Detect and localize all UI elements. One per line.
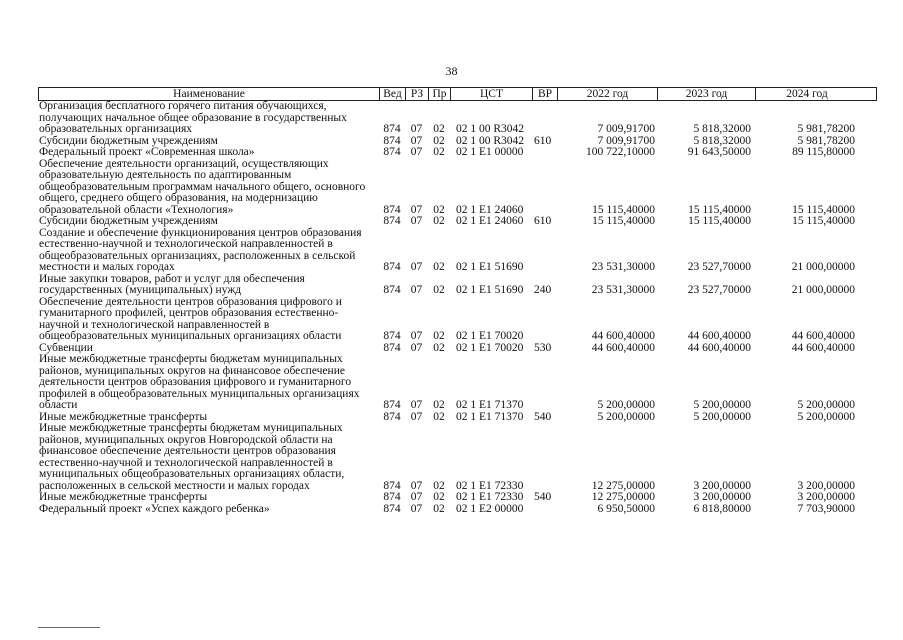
cell-vr: 530 bbox=[534, 341, 552, 354]
cell-y2023: 44 600,40000 bbox=[687, 341, 751, 354]
cell-pr: 02 bbox=[433, 410, 445, 423]
cell-ved: 874 bbox=[383, 134, 401, 147]
cell-ved: 874 bbox=[383, 284, 401, 296]
header-2024: 2024 год bbox=[786, 88, 828, 100]
cell-cst: 02 1 E1 71370 bbox=[456, 410, 524, 423]
cell-y2023: 23 527,70000 bbox=[687, 261, 751, 273]
cell-ved: 874 bbox=[383, 203, 401, 216]
table-row bbox=[38, 101, 878, 136]
cell-pr: 02 bbox=[433, 502, 445, 515]
cell-y2023: 3 200,00000 bbox=[693, 491, 751, 503]
cell-name: Субвенции bbox=[39, 341, 93, 354]
cell-cst: 02 1 E1 72330 bbox=[456, 491, 524, 503]
cell-y2024: 5 981,78200 bbox=[797, 123, 855, 135]
header-cst: ЦСТ bbox=[451, 88, 533, 100]
cell-pr: 02 bbox=[433, 399, 445, 411]
cell-rz: 07 bbox=[410, 479, 423, 492]
header-rz: РЗ bbox=[406, 88, 429, 100]
cell-rz: 07 bbox=[410, 134, 423, 147]
cell-y2022: 12 275,00000 bbox=[591, 491, 655, 503]
header-2023: 2023 год bbox=[658, 88, 756, 100]
cell-pr: 02 bbox=[433, 491, 445, 503]
cell-name: Организация бесплатного горячего питания обучающихся, получающих начальное общее образование в государственных образовательных организациях bbox=[39, 100, 347, 135]
cell-rz: 07 bbox=[410, 215, 423, 227]
table-row bbox=[38, 216, 878, 228]
cell-cst: 02 1 00 R3042 bbox=[456, 134, 525, 147]
cell-cst: 02 1 E1 70020 bbox=[456, 341, 524, 354]
cell-y2023: 3 200,00000 bbox=[693, 479, 751, 492]
cell-cst: 02 1 E1 51690 bbox=[456, 261, 524, 273]
cell-cst: 02 1 E1 24060 bbox=[456, 203, 524, 216]
cell-name: Иные межбюджетные трансферты бюджетам муниципальных районов, муниципальных округов Новгородской области на финансовое обеспечение деятельности центров образования естественно-научной и технологической направленностей в муниципальных общеобразовательных организациях области, расположенных в сельской местности и малых городах bbox=[39, 422, 345, 492]
cell-y2023: 6 818,80000 bbox=[693, 502, 751, 515]
cell-vr: 610 bbox=[534, 215, 552, 227]
cell-cst: 02 1 E1 70020 bbox=[456, 330, 524, 342]
cell-rz: 07 bbox=[410, 341, 423, 354]
cell-rz: 07 bbox=[410, 399, 423, 411]
header-vr: ВР bbox=[533, 88, 558, 100]
cell-cst: 02 1 E1 51690 bbox=[456, 284, 524, 296]
cell-rz: 07 bbox=[410, 284, 423, 296]
cell-cst: 02 1 E1 72330 bbox=[456, 479, 524, 492]
cell-rz: 07 bbox=[410, 146, 423, 158]
cell-y2022: 44 600,40000 bbox=[591, 341, 655, 354]
cell-y2022: 7 009,91700 bbox=[597, 123, 655, 135]
cell-ved: 874 bbox=[383, 146, 401, 158]
cell-y2022: 15 115,40000 bbox=[592, 203, 655, 216]
cell-name: Иные межбюджетные трансферты бюджетам муниципальных районов, муниципальных округов на финансовое обеспечение деятельности центров образования цифрового и гуманитарного профилей в общеобразовательных муниципальных организациях области bbox=[39, 353, 360, 411]
cell-y2022: 6 950,50000 bbox=[597, 502, 655, 515]
cell-name: Субсидии бюджетным учреждениям bbox=[39, 215, 218, 227]
cell-y2023: 15 115,40000 bbox=[688, 203, 751, 216]
cell-y2024: 3 200,00000 bbox=[797, 479, 855, 492]
cell-y2024: 15 115,40000 bbox=[792, 203, 855, 216]
cell-pr: 02 bbox=[433, 146, 445, 158]
cell-y2022: 5 200,00000 bbox=[597, 410, 655, 423]
cell-vr: 540 bbox=[534, 491, 552, 503]
cell-y2023: 5 818,32000 bbox=[693, 123, 751, 135]
cell-name: Федеральный проект «Успех каждого ребенка» bbox=[39, 502, 270, 515]
cell-y2024: 44 600,40000 bbox=[791, 341, 855, 354]
cell-y2024: 5 200,00000 bbox=[797, 399, 855, 411]
cell-rz: 07 bbox=[410, 261, 423, 273]
cell-y2024: 3 200,00000 bbox=[797, 491, 855, 503]
table-row bbox=[38, 274, 878, 297]
cell-y2023: 23 527,70000 bbox=[687, 284, 751, 296]
cell-y2024: 21 000,00000 bbox=[791, 284, 855, 296]
cell-cst: 02 1 E1 71370 bbox=[456, 399, 524, 411]
cell-name: Иные межбюджетные трансферты bbox=[39, 491, 208, 503]
header-pr: Пр bbox=[429, 88, 451, 100]
cell-rz: 07 bbox=[410, 330, 423, 342]
cell-cst: 02 1 00 R3042 bbox=[456, 123, 525, 135]
cell-rz: 07 bbox=[410, 203, 423, 216]
cell-cst: 02 1 E2 00000 bbox=[456, 502, 524, 515]
table-row bbox=[38, 492, 878, 504]
cell-ved: 874 bbox=[383, 399, 401, 411]
cell-ved: 874 bbox=[383, 123, 401, 135]
cell-y2022: 15 115,40000 bbox=[592, 215, 655, 227]
cell-name: Иные межбюджетные трансферты bbox=[39, 410, 208, 423]
cell-y2024: 5 981,78200 bbox=[797, 134, 855, 147]
cell-ved: 874 bbox=[383, 215, 401, 227]
cell-cst: 02 1 E1 00000 bbox=[456, 146, 524, 158]
table-row bbox=[38, 423, 878, 492]
cell-y2023: 5 818,32000 bbox=[693, 134, 751, 147]
cell-y2023: 91 643,50000 bbox=[687, 146, 751, 158]
cell-pr: 02 bbox=[433, 123, 445, 135]
cell-y2023: 15 115,40000 bbox=[688, 215, 751, 227]
cell-y2023: 44 600,40000 bbox=[687, 330, 751, 342]
cell-name: Федеральный проект «Современная школа» bbox=[39, 146, 255, 158]
footer-rule bbox=[38, 627, 100, 628]
header-ved: Вед bbox=[380, 88, 406, 100]
cell-rz: 07 bbox=[410, 410, 423, 423]
cell-name: Иные закупки товаров, работ и услуг для обеспечения государственных (муниципальных) нужд bbox=[39, 272, 305, 296]
cell-name: Обеспечение деятельности центров образования цифрового и гуманитарного профилей, центров образования естественно-научной и технологической направленностей в общеобразовательных муниципальных организациях области bbox=[39, 295, 342, 342]
cell-ved: 874 bbox=[383, 261, 401, 273]
header-name: Наименование bbox=[39, 88, 380, 100]
cell-rz: 07 bbox=[410, 502, 423, 515]
cell-y2022: 44 600,40000 bbox=[591, 330, 655, 342]
cell-ved: 874 bbox=[383, 410, 401, 423]
cell-y2024: 7 703,90000 bbox=[797, 502, 855, 515]
cell-pr: 02 bbox=[433, 341, 445, 354]
cell-y2024: 44 600,40000 bbox=[791, 330, 855, 342]
table-row bbox=[38, 147, 878, 159]
cell-y2024: 15 115,40000 bbox=[792, 215, 855, 227]
cell-y2022: 7 009,91700 bbox=[597, 134, 655, 147]
cell-vr: 610 bbox=[534, 134, 552, 147]
table-row bbox=[38, 159, 878, 217]
cell-vr: 240 bbox=[534, 284, 552, 296]
cell-pr: 02 bbox=[433, 284, 445, 296]
cell-y2022: 12 275,00000 bbox=[591, 479, 655, 492]
cell-y2022: 100 722,10000 bbox=[586, 146, 655, 158]
cell-ved: 874 bbox=[383, 491, 401, 503]
cell-pr: 02 bbox=[433, 134, 445, 147]
cell-pr: 02 bbox=[433, 203, 445, 216]
cell-cst: 02 1 E1 24060 bbox=[456, 215, 524, 227]
cell-pr: 02 bbox=[433, 330, 445, 342]
cell-name: Обеспечение деятельности организаций, осуществляющих образовательную деятельность по адаптированным общеобразовательным программам начального общего, основного общего, среднего общего образования, на модернизацию образовательной области «Технология» bbox=[39, 157, 366, 216]
cell-ved: 874 bbox=[383, 330, 401, 342]
cell-ved: 874 bbox=[383, 341, 401, 354]
cell-y2024: 89 115,80000 bbox=[792, 146, 855, 158]
cell-rz: 07 bbox=[410, 491, 423, 503]
cell-name: Создание и обеспечение функционирования центров образования естественно-научной и технологической направленностей в общеобразовательных организациях, расположенных в сельской местности и малых городах bbox=[39, 226, 362, 273]
cell-rz: 07 bbox=[410, 123, 423, 135]
cell-pr: 02 bbox=[433, 261, 445, 273]
table-row bbox=[38, 354, 878, 412]
cell-y2022: 23 531,30000 bbox=[591, 261, 655, 273]
cell-vr: 540 bbox=[534, 410, 552, 423]
cell-y2024: 21 000,00000 bbox=[791, 261, 855, 273]
table-row bbox=[38, 228, 878, 274]
cell-name: Субсидии бюджетным учреждениям bbox=[39, 134, 218, 147]
cell-pr: 02 bbox=[433, 479, 445, 492]
header-2022: 2022 год bbox=[558, 88, 658, 100]
cell-y2024: 5 200,00000 bbox=[797, 410, 855, 423]
cell-ved: 874 bbox=[383, 479, 401, 492]
cell-y2022: 5 200,00000 bbox=[597, 399, 655, 411]
cell-ved: 874 bbox=[383, 502, 401, 515]
page-number: 38 bbox=[445, 64, 458, 78]
cell-y2023: 5 200,00000 bbox=[693, 399, 751, 411]
cell-y2023: 5 200,00000 bbox=[693, 410, 751, 423]
table-header bbox=[38, 87, 877, 101]
table-row bbox=[38, 297, 878, 343]
cell-y2022: 23 531,30000 bbox=[591, 284, 655, 296]
table-row bbox=[38, 504, 878, 516]
cell-pr: 02 bbox=[433, 215, 445, 227]
table-body bbox=[38, 101, 878, 515]
